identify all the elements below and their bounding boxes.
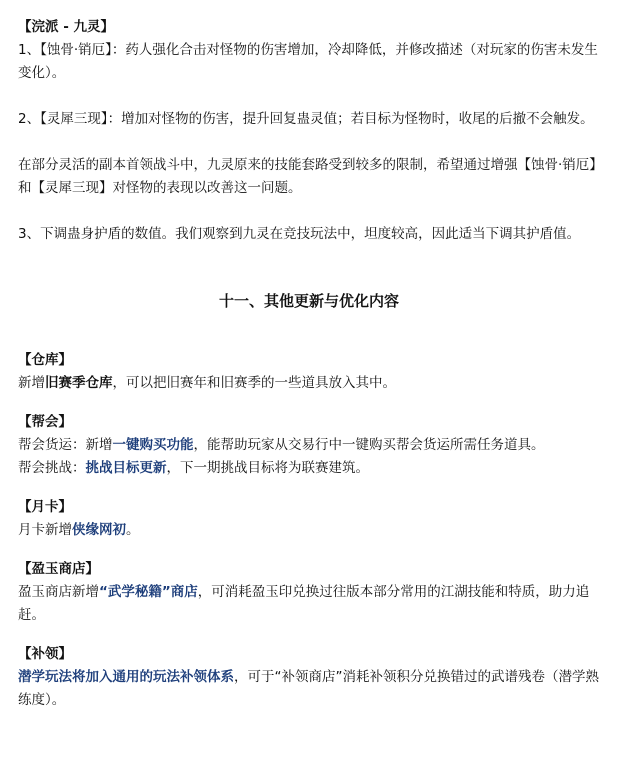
warehouse-post: ，可以把旧赛年和旧赛季的一些道具放入其中。 (112, 375, 396, 391)
supplement-post: ，可于“补领商店”消耗补领积分兑换错过的武谱残卷（潜学熟练度）。 (18, 669, 599, 708)
intro-paragraph: 在部分灵活的副本首领战斗中，九灵原来的技能套路受到较多的限制，希望通过增强【蚀骨·销厄】和【灵犀三现】对怪物的表现以改善这一问题。 (18, 157, 597, 196)
guild-line-1-post: ，能帮助玩家从交易行中一键购买帮会货运所需任务道具。 (193, 437, 545, 453)
monthly-section (18, 496, 600, 542)
intro-item-2: 2、【灵犀三现】：增加对怪物的伤害，提升回复蛊灵值；若目标为怪物时，收尾的后撤不会触发。 (18, 111, 594, 127)
shop-highlight: “武学秘籍”商店 (99, 584, 198, 600)
warehouse-section (18, 349, 600, 395)
warehouse-heading: 【仓库】 (18, 352, 72, 368)
monthly-text (18, 519, 600, 542)
guild-line-2-post: ，下一期挑战目标将为联赛建筑。 (166, 460, 369, 476)
document-page (18, 16, 600, 712)
supplement-text (18, 666, 600, 712)
shop-text (18, 581, 600, 627)
supplement-highlight: 潜学玩法将加入通用的玩法补领体系 (18, 669, 234, 685)
guild-line-2 (18, 457, 600, 480)
guild-section (18, 411, 600, 480)
guild-line-1 (18, 434, 600, 457)
warehouse-pre: 新增 (18, 375, 45, 391)
guild-line-1-highlight: 一键购买功能 (112, 437, 194, 453)
intro-item-3: 3、下调蛊身护盾的数值。我们观察到九灵在竞技玩法中，坦度较高，因此适当下调其护盾值。 (18, 226, 581, 242)
supplement-section (18, 643, 600, 712)
monthly-heading: 【月卡】 (18, 499, 72, 515)
guild-heading: 【帮会】 (18, 414, 72, 430)
monthly-post: 。 (126, 522, 140, 538)
intro-heading: 【浣派 - 九灵】 (18, 19, 115, 35)
shop-pre: 盈玉商店新增 (18, 584, 99, 600)
guild-line-2-highlight: 挑战目标更新 (85, 460, 167, 476)
monthly-highlight: 侠缘网初 (72, 522, 126, 538)
intro-item-1: 1、【蚀骨·销厄】：药人强化合击对怪物的伤害增加，冷却降低，并修改描述（对玩家的伤害未发生变化）。 (18, 42, 598, 81)
shop-heading: 【盈玉商店】 (18, 561, 99, 577)
monthly-pre: 月卡新增 (18, 522, 72, 538)
warehouse-text (18, 372, 600, 395)
guild-line-2-pre: 帮会挑战： (18, 460, 86, 476)
shop-section (18, 558, 600, 627)
guild-line-1-pre: 帮会货运：新增 (18, 437, 113, 453)
section-title: 十一、其他更新与优化内容 (218, 292, 399, 310)
warehouse-highlight: 旧赛季仓库 (45, 375, 113, 391)
supplement-heading: 【补领】 (18, 646, 72, 662)
shop-post: ，可消耗盈玉印兑换过往版本部分常用的江湖技能和特质，助力追赶。 (18, 584, 590, 623)
